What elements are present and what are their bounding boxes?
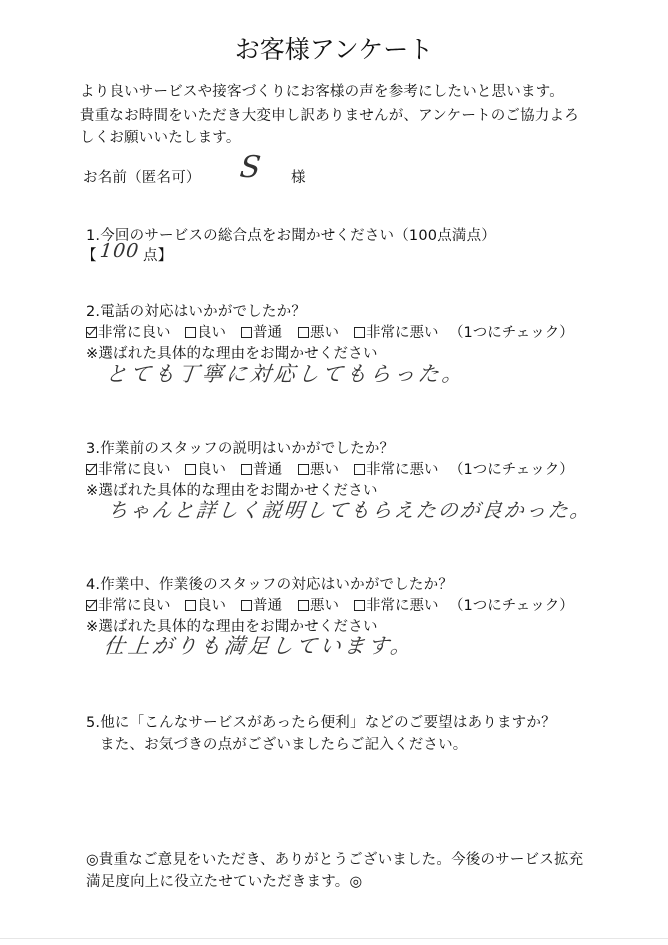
q4-option-very-good[interactable]: 非常に良い (86, 594, 185, 615)
intro-line-3: しくお願いいたします。 (80, 130, 241, 146)
q2-options (86, 321, 574, 342)
q3-choice-note: （1つにチェック） (449, 462, 574, 478)
q3-options (86, 458, 574, 479)
q3-option-bad[interactable]: 悪い (298, 458, 354, 479)
page-title: お客様アンケート (234, 35, 434, 64)
q5-question: 5.他に「こんなサービスがあったら便利」などのご要望はありますか？ (86, 715, 556, 731)
q4-option-good[interactable]: 良い (185, 594, 241, 615)
q3-answer-handwritten[interactable]: ちゃんと詳しく説明してもらえたのが良かった。 (106, 498, 594, 522)
q2-option-bad[interactable]: 悪い (298, 321, 354, 342)
q1-question: 1.今回のサービスの総合点をお聞かせください（100点満点） (86, 228, 497, 244)
q4-options (86, 594, 574, 615)
checkbox-icon[interactable] (354, 327, 365, 338)
q3-question: 3.作業前のスタッフの説明はいかがでしたか？ (86, 441, 395, 457)
q4-reason-label: ※選ばれた具体的な理由をお聞かせください (86, 619, 378, 635)
q4-option-bad[interactable]: 悪い (298, 594, 354, 615)
q1-bracket-open: 【 (82, 248, 97, 264)
checkbox-icon[interactable] (354, 600, 365, 611)
scan-edge (0, 938, 668, 939)
checkbox-checked-icon[interactable] (86, 327, 97, 338)
q1-score-handwritten[interactable]: 100 (98, 240, 141, 262)
checkbox-icon[interactable] (298, 600, 309, 611)
q2-reason-label: ※選ばれた具体的な理由をお聞かせください (86, 346, 378, 362)
q2-choice-note: （1つにチェック） (449, 325, 574, 341)
q4-choice-note: （1つにチェック） (449, 598, 574, 614)
checkbox-icon[interactable] (298, 464, 309, 475)
name-suffix: 様 (291, 170, 306, 186)
checkbox-checked-icon[interactable] (86, 600, 97, 611)
q5-answer-area[interactable] (86, 756, 586, 836)
intro-line-1: より良いサービスや接客づくりにお客様の声を参考にしたいと思います。 (80, 84, 564, 100)
name-label: お名前（匿名可） (83, 170, 201, 186)
q2-option-average[interactable]: 普通 (241, 321, 298, 342)
checkbox-icon[interactable] (241, 327, 252, 338)
checkbox-icon[interactable] (241, 600, 252, 611)
q3-reason-label: ※選ばれた具体的な理由をお聞かせください (86, 483, 378, 499)
q4-answer-handwritten[interactable]: 仕上がりも満足しています。 (102, 634, 416, 658)
q2-option-very-good[interactable]: 非常に良い (86, 321, 185, 342)
intro-line-2: 貴重なお時間をいただき大変申し訳ありませんが、アンケートのご協力よろ (80, 108, 579, 124)
q2-option-very-bad[interactable]: 非常に悪い (354, 321, 449, 342)
q2-option-good[interactable]: 良い (185, 321, 241, 342)
q2-question: 2.電話の対応はいかがでしたか？ (86, 304, 307, 320)
q3-option-very-bad[interactable]: 非常に悪い (354, 458, 449, 479)
q4-option-very-bad[interactable]: 非常に悪い (354, 594, 449, 615)
q1-unit: 点】 (143, 248, 173, 264)
closing-line-1: ◎貴重なご意見をいただき、ありがとうございました。今後のサービス拡充 (86, 852, 584, 868)
q5-line-2: また、お気づきの点がございましたらご記入ください。 (100, 737, 468, 753)
closing-line-2: 満足度向上に役立たせていただきます。◎ (86, 874, 363, 890)
checkbox-icon[interactable] (298, 327, 309, 338)
checkbox-icon[interactable] (241, 464, 252, 475)
q3-option-good[interactable]: 良い (185, 458, 241, 479)
q3-option-very-good[interactable]: 非常に良い (86, 458, 185, 479)
checkbox-icon[interactable] (185, 600, 196, 611)
q3-option-average[interactable]: 普通 (241, 458, 298, 479)
q4-question: 4.作業中、作業後のスタッフの対応はいかがでしたか？ (86, 577, 454, 593)
checkbox-icon[interactable] (185, 327, 196, 338)
checkbox-icon[interactable] (185, 464, 196, 475)
q4-option-average[interactable]: 普通 (241, 594, 298, 615)
checkbox-icon[interactable] (354, 464, 365, 475)
name-value-handwritten[interactable]: S (238, 150, 263, 185)
checkbox-checked-icon[interactable] (86, 464, 97, 475)
q2-answer-handwritten[interactable]: とても丁寧に対応してもらった。 (104, 362, 468, 386)
